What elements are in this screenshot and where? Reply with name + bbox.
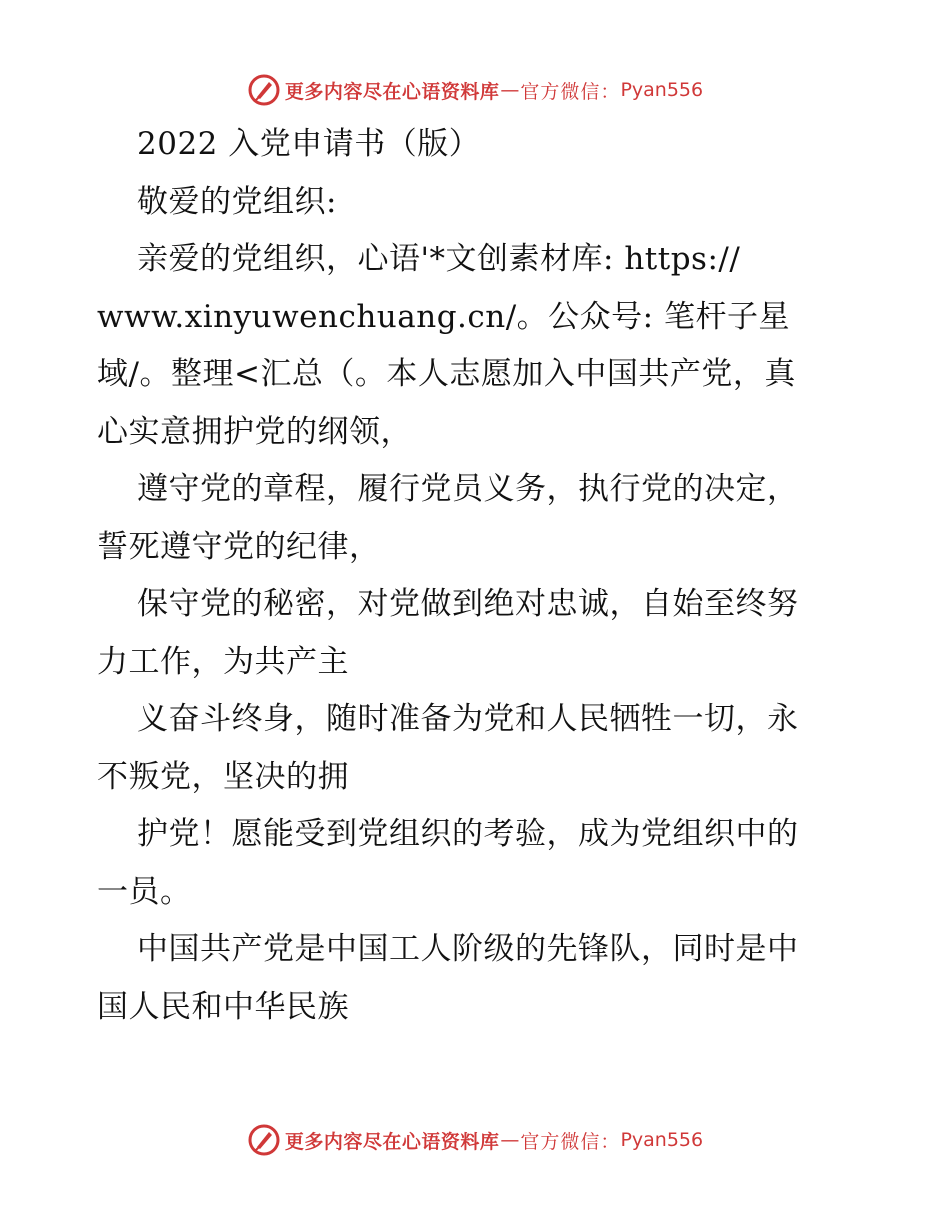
document-body	[97, 116, 857, 1036]
paragraph-line: 力工作，为共产主	[97, 643, 349, 680]
paragraph-line: 护党！愿能受到党组织的考验，成为党组织中的	[137, 816, 799, 852]
salutation: 敬爱的党组织:	[137, 183, 337, 220]
banner-wechat-label: 官方微信：	[520, 1130, 621, 1153]
footer-banner	[0, 1120, 950, 1160]
paragraph-line: 遵守党的章程，履行党员义务，执行党的决定，	[137, 471, 799, 507]
quill-logo-icon	[247, 1123, 281, 1157]
banner-dash: —	[500, 1129, 520, 1151]
banner-wechat-label: 官方微信：	[520, 80, 621, 103]
paragraph-line: 中国共产党是中国工人阶级的先锋队，同时是中	[137, 931, 799, 967]
paragraph-line: 心实意拥护党的纲领，	[97, 413, 412, 450]
quill-logo-icon	[247, 73, 281, 107]
paragraph-line: 国人民和中华民族	[97, 988, 349, 1025]
banner-wechat-id: Pyan556	[620, 79, 704, 101]
banner-dash: —	[500, 79, 520, 101]
document-title: 2022 入党申请书（版）	[137, 126, 481, 162]
banner-wechat-id: Pyan556	[620, 1129, 704, 1151]
paragraph-line: 保守党的秘密，对党做到绝对忠诚，自始至终努	[137, 586, 799, 622]
paragraph-line: 亲爱的党组织，心语'*文创素材库: https://	[137, 241, 741, 277]
banner-slogan: 更多内容尽在心语资料库	[284, 80, 500, 103]
paragraph-line: 义奋斗终身，随时准备为党和人民牺牲一切，永	[137, 701, 799, 737]
paragraph-line: 不叛党，坚决的拥	[97, 758, 349, 795]
paragraph-line: 一员。	[97, 873, 192, 910]
paragraph-line: www.xinyuwenchuang.cn/。公众号: 笔杆子星	[97, 298, 790, 335]
header-banner	[0, 70, 950, 110]
banner-slogan: 更多内容尽在心语资料库	[284, 1130, 500, 1153]
paragraph-line: 誓死遵守党的纪律，	[97, 528, 381, 565]
paragraph-line: 域/。整理<汇总（。本人志愿加入中国共产党，真	[97, 356, 796, 392]
